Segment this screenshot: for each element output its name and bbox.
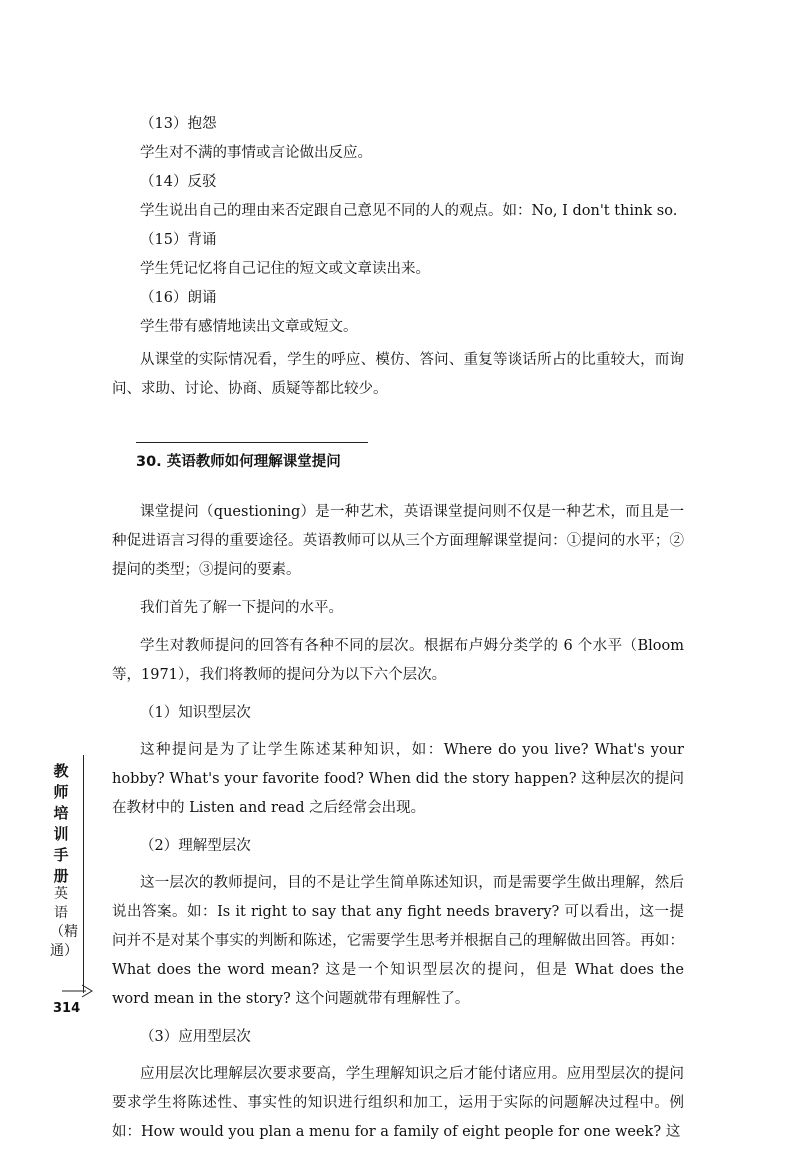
item-16-label: （16）朗诵 bbox=[140, 290, 217, 306]
book-title: 教师培训手册 bbox=[53, 762, 69, 885]
level-intro-paragraph: 我们首先了解一下提问的水平。 bbox=[140, 600, 343, 616]
item-13-label: （13）抱怨 bbox=[140, 116, 217, 132]
level1-text: 这种提问是为了让学生陈述某种知识，如：Where do you live? What's your hobby? What's your favorite food? When did the story happen? 这种层次的提问在教材中的 Listen and read 之后经常会出现。 bbox=[112, 742, 684, 816]
bloom-paragraph: 学生对教师提问的回答有各种不同的层次。根据布卢姆分类学的 6 个水平（Bloom 等，1971），我们将教师的提问分为以下六个层次。 bbox=[112, 638, 684, 683]
intro-paragraph: 课堂提问（questioning）是一种艺术，英语课堂提问则不仅是一种艺术，而且是一种促进语言习得的重要途径。英语教师可以从三个方面理解课堂提问：①提问的水平；②提问的类型；③提问的要素。 bbox=[112, 504, 684, 578]
level2-label: （2）理解型层次 bbox=[140, 838, 251, 854]
level1-label: （1）知识型层次 bbox=[140, 705, 251, 721]
item-15-label: （15）背诵 bbox=[140, 232, 217, 248]
item-14-desc: 学生说出自己的理由来否定跟自己意见不同的人的观点。如：No, I don't think so. bbox=[140, 203, 678, 219]
chevron-right-icon bbox=[62, 983, 96, 999]
main-content bbox=[112, 114, 684, 1156]
summary-paragraph: 从课堂的实际情况看，学生的呼应、模仿、答问、重复等谈话所占的比重较大，而询问、求助、讨论、协商、质疑等都比较少。 bbox=[112, 352, 684, 397]
item-13-desc: 学生对不满的事情或言论做出反应。 bbox=[140, 145, 372, 161]
sidebar-divider bbox=[83, 755, 84, 993]
level2-text: 这一层次的教师提问，目的不是让学生简单陈述知识，而是需要学生做出理解，然后说出答案。如：Is it right to say that any fight needs bravery? 可以看出，这一提问并不是对某个事实的判断和陈述，它需要学生思考并根据自己的理解做出回答。再如：What does the word mean? 这是一个知识型层次的提问，但是 What does the word mean in the story? 这个问题就带有理解性了。 bbox=[112, 875, 684, 1007]
level3-label: （3）应用型层次 bbox=[140, 1029, 251, 1045]
item-16-desc: 学生带有感情地读出文章或短文。 bbox=[140, 319, 358, 335]
page-number: 314 bbox=[53, 1001, 81, 1016]
level3-text: 应用层次比理解层次要求要高，学生理解知识之后才能付诸应用。应用型层次的提问要求学生将陈述性、事实性的知识进行组织和加工，运用于实际的问题解决过程中。例如：How would you plan a menu for a family of eight people for one week? 这 bbox=[112, 1066, 684, 1140]
section-heading: 30. 英语教师如何理解课堂提问 bbox=[136, 442, 368, 472]
book-subtitle: 英语（精通） bbox=[50, 886, 78, 959]
item-15-desc: 学生凭记忆将自己记住的短文或文章读出来。 bbox=[140, 261, 430, 277]
item-14-label: （14）反驳 bbox=[140, 174, 217, 190]
